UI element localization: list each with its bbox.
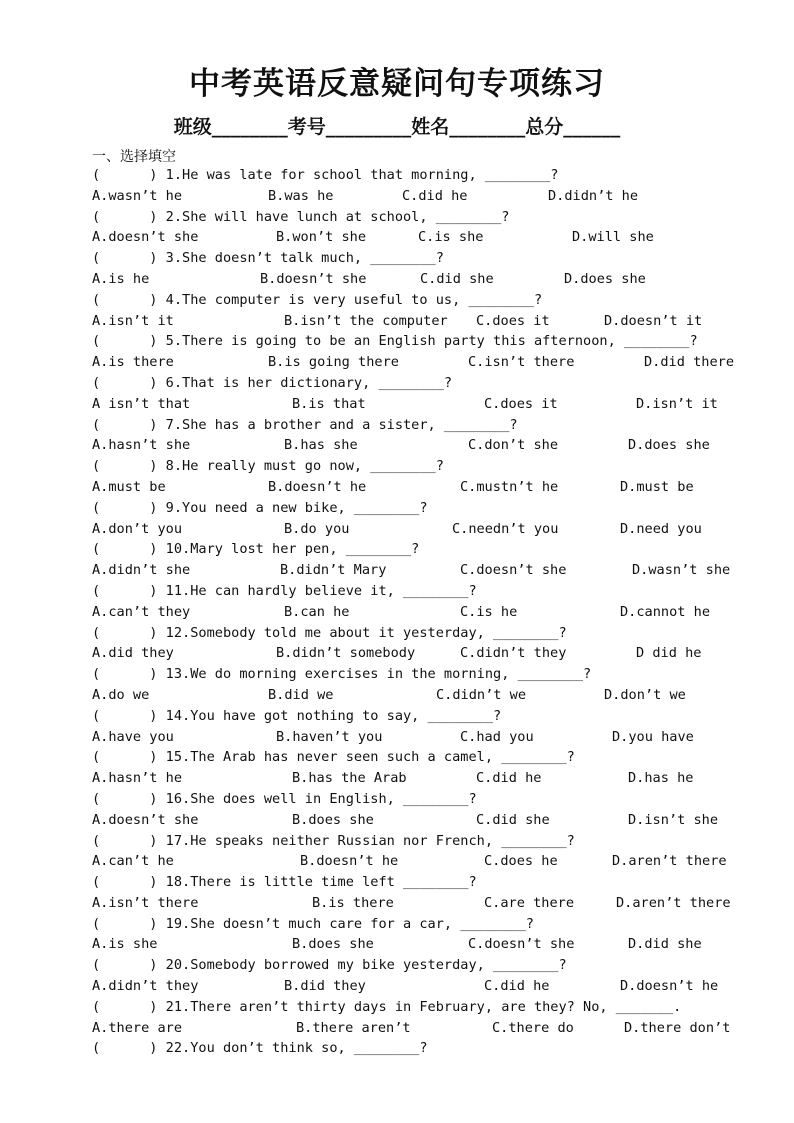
options-row: [92, 602, 742, 623]
option-a: A.don’t you: [92, 520, 183, 537]
option-a: A.wasn’t he: [92, 187, 183, 204]
option-b: B.there aren’t: [296, 1019, 411, 1036]
question-stem: ( ) 12.Somebody told me about it yesterday, ________?: [92, 624, 567, 641]
options-row: [92, 394, 742, 415]
option-b: B.doesn’t he: [300, 853, 399, 870]
option-d: D.does she: [564, 270, 646, 287]
options-row: [92, 893, 742, 914]
option-c: C.there do: [492, 1019, 574, 1036]
options-row: [92, 851, 742, 872]
options-row: [92, 685, 742, 706]
option-b: B.does she: [292, 936, 374, 953]
option-b: B.has she: [284, 437, 358, 454]
option-c: C.is she: [418, 229, 484, 246]
option-d: D.did there: [644, 354, 735, 371]
option-d: D.isn’t she: [628, 811, 719, 828]
option-d: D.doesn’t it: [604, 312, 703, 329]
option-b: B.has the Arab: [292, 770, 407, 787]
option-b: B.was he: [268, 187, 334, 204]
options-row: [92, 768, 742, 789]
option-d: D.didn’t he: [548, 187, 639, 204]
option-a: A isn’t that: [92, 395, 191, 412]
option-c: C.mustn’t he: [460, 478, 559, 495]
option-d: D.cannot he: [620, 603, 711, 620]
option-b: B.haven’t you: [276, 728, 383, 745]
question-stem: ( ) 11.He can hardly believe it, ________?: [92, 582, 477, 599]
option-c: C.does he: [484, 853, 558, 870]
option-d: D.don’t we: [604, 686, 686, 703]
option-c: C.doesn’t she: [460, 562, 567, 579]
option-c: C.did he: [476, 770, 542, 787]
option-b: B.doesn’t he: [268, 478, 367, 495]
question-list: [92, 165, 742, 1059]
option-b: B.is going there: [268, 354, 399, 371]
option-a: A.doesn’t she: [92, 811, 199, 828]
option-b: B.did we: [268, 686, 334, 703]
question-stem: ( ) 15.The Arab has never seen such a camel, ________?: [92, 749, 575, 766]
option-b: B.is that: [292, 395, 366, 412]
question-stem: ( ) 1.He was late for school that morning, ________?: [92, 167, 559, 183]
option-d: D.doesn’t he: [620, 978, 719, 995]
option-c: C.did she: [420, 270, 494, 287]
option-b: B.didn’t somebody: [276, 645, 416, 662]
question-stem: ( ) 2.She will have lunch at school, ________?: [92, 208, 510, 225]
option-a: A.didn’t she: [92, 562, 191, 579]
question-stem: ( ) 13.We do morning exercises in the morning, ________?: [92, 666, 592, 683]
option-c: C.didn’t we: [436, 686, 527, 703]
option-a: A.isn’t it: [92, 312, 174, 329]
option-a: A.there are: [92, 1019, 183, 1036]
option-d: D.wasn’t she: [632, 562, 731, 579]
options-row: [92, 976, 742, 997]
options-row: [92, 727, 742, 748]
option-a: A.is there: [92, 354, 174, 371]
question-stem: ( ) 5.There is going to be an English party this afternoon, ________?: [92, 333, 698, 350]
option-c: C.does it: [476, 312, 550, 329]
page-title: 中考英语反意疑问句专项练习: [189, 66, 605, 102]
question-stem: ( ) 4.The computer is very useful to us, ________?: [92, 291, 543, 308]
option-c: C.did she: [476, 811, 550, 828]
options-row: [92, 352, 742, 373]
option-c: C.did he: [402, 187, 468, 204]
option-d: D.isn’t it: [636, 395, 718, 412]
options-row: [92, 186, 742, 207]
option-a: A.hasn’t he: [92, 770, 183, 787]
option-a: A.hasn’t she: [92, 437, 191, 454]
options-row: [92, 560, 742, 581]
option-d: D.will she: [572, 229, 654, 246]
option-c: C.are there: [484, 894, 575, 911]
option-d: D.aren’t there: [616, 894, 731, 911]
student-info-line: 班级________考号_________姓名________总分______: [173, 116, 621, 138]
question-stem: ( ) 18.There is little time left ________?: [92, 874, 477, 891]
option-d: D.does she: [628, 437, 710, 454]
option-c: C.did he: [484, 978, 550, 995]
option-d: D.aren’t there: [612, 853, 727, 870]
option-a: A.did they: [92, 645, 174, 662]
question-stem: ( ) 21.There aren’t thirty days in February, are they? No, _______.: [92, 998, 682, 1015]
option-c: C.had you: [460, 728, 534, 745]
options-row: [92, 643, 742, 664]
options-row: [92, 269, 742, 290]
question-stem: ( ) 3.She doesn’t talk much, ________?: [92, 250, 444, 267]
option-a: A.have you: [92, 728, 174, 745]
option-b: B.is there: [312, 894, 394, 911]
option-d: D did he: [636, 645, 702, 662]
section-heading: 一、选择填空: [92, 149, 176, 165]
option-c: C.don’t she: [468, 437, 559, 454]
question-stem: ( ) 8.He really must go now, ________?: [92, 458, 444, 475]
question-stem: ( ) 6.That is her dictionary, ________?: [92, 374, 453, 391]
option-d: D.has he: [628, 770, 694, 787]
option-b: B.isn’t the computer: [284, 312, 448, 329]
option-d: D.you have: [612, 728, 694, 745]
question-stem: ( ) 7.She has a brother and a sister, ________?: [92, 416, 518, 433]
option-b: B.do you: [284, 520, 350, 537]
option-b: B.does she: [292, 811, 374, 828]
option-d: D.need you: [620, 520, 702, 537]
question-stem: ( ) 10.Mary lost her pen, ________?: [92, 541, 420, 558]
option-c: C.isn’t there: [468, 354, 575, 371]
option-a: A.isn’t there: [92, 894, 199, 911]
option-a: A.can’t they: [92, 603, 191, 620]
option-b: B.doesn’t she: [260, 270, 367, 287]
option-d: D.must be: [620, 478, 694, 495]
option-d: D.did she: [628, 936, 702, 953]
option-b: B.can he: [284, 603, 350, 620]
option-a: A.can’t he: [92, 853, 174, 870]
options-row: [92, 519, 742, 540]
options-row: [92, 227, 742, 248]
question-stem: ( ) 16.She does well in English, ________?: [92, 790, 477, 807]
options-row: [92, 1018, 742, 1039]
option-b: B.did they: [284, 978, 366, 995]
option-d: D.there don’t: [624, 1019, 731, 1036]
option-a: A.must be: [92, 478, 166, 495]
question-stem: ( ) 9.You need a new bike, ________?: [92, 499, 428, 516]
option-a: A.didn’t they: [92, 978, 199, 995]
option-a: A.is she: [92, 936, 158, 953]
option-c: C.does it: [484, 395, 558, 412]
options-row: [92, 810, 742, 831]
option-a: A.is he: [92, 270, 150, 287]
question-stem: ( ) 14.You have got nothing to say, ________?: [92, 707, 502, 724]
options-row: [92, 435, 742, 456]
option-b: B.won’t she: [276, 229, 367, 246]
options-row: [92, 477, 742, 498]
option-c: C.doesn’t she: [468, 936, 575, 953]
option-c: C.needn’t you: [452, 520, 559, 537]
option-b: B.didn’t Mary: [280, 562, 387, 579]
question-stem: ( ) 19.She doesn’t much care for a car, ________?: [92, 915, 534, 932]
option-c: C.didn’t they: [460, 645, 567, 662]
option-a: A.doesn’t she: [92, 229, 199, 246]
question-stem: ( ) 20.Somebody borrowed my bike yesterday, ________?: [92, 957, 567, 974]
option-c: C.is he: [460, 603, 518, 620]
option-a: A.do we: [92, 686, 150, 703]
options-row: [92, 311, 742, 332]
question-stem: ( ) 17.He speaks neither Russian nor French, ________?: [92, 832, 575, 849]
options-row: [92, 934, 742, 955]
question-stem: ( ) 22.You don’t think so, ________?: [92, 1040, 428, 1057]
